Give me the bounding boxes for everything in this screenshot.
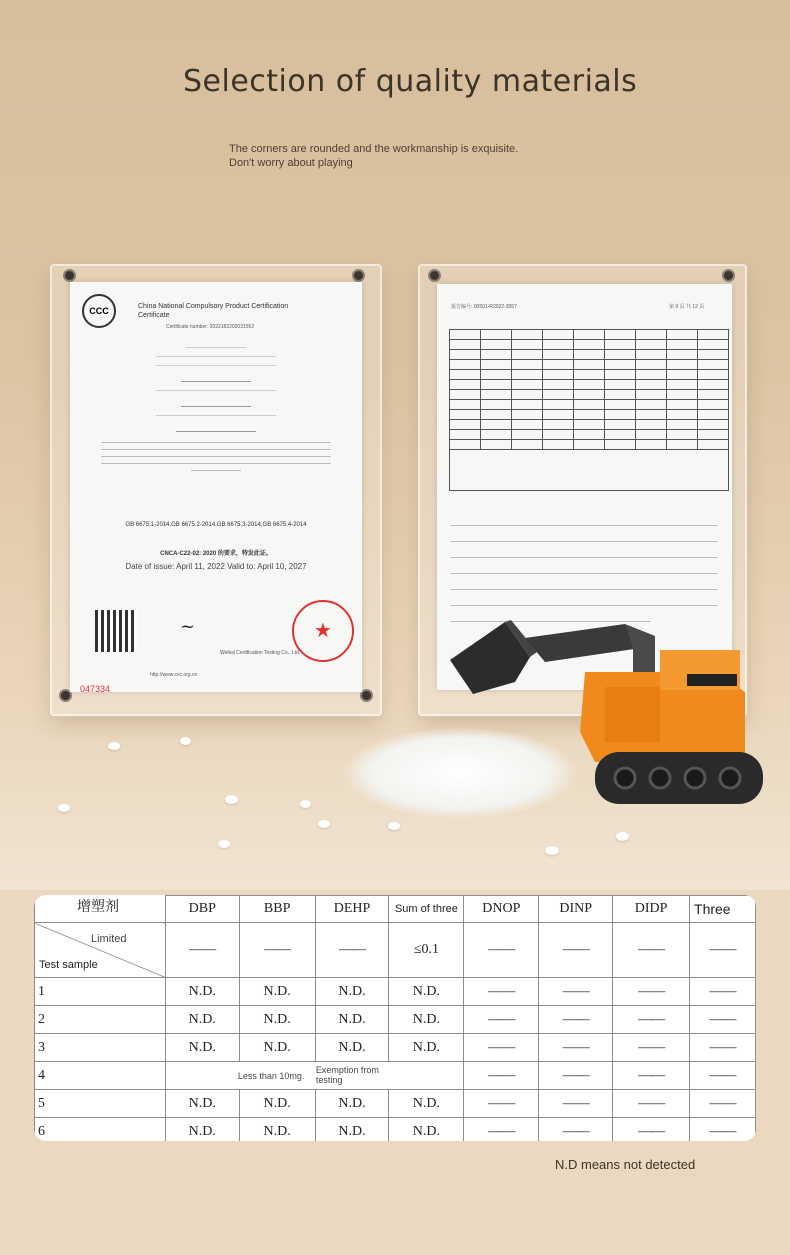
- table-row: [35, 1090, 756, 1118]
- subtitle-line-2: Don't worry about playing: [229, 157, 353, 169]
- table-cell: N.D.: [315, 1034, 389, 1062]
- report-mini-table: [449, 329, 729, 491]
- table-cell: N.D.: [389, 1006, 464, 1034]
- table-cell: N.D.: [389, 1090, 464, 1118]
- report-page: 第 9 页 共 12 页: [669, 304, 705, 310]
- table-cell: ——: [315, 923, 389, 978]
- table-cell: N.D.: [165, 1090, 239, 1118]
- page-title: Selection of quality materials: [183, 64, 638, 99]
- table-cell: N.D.: [315, 1090, 389, 1118]
- exemption-note-cell: [165, 1062, 464, 1090]
- table-header-cell: BBP: [239, 896, 315, 923]
- table-cell: ——: [239, 923, 315, 978]
- table-cell: N.D.: [165, 978, 239, 1006]
- pellet: [58, 804, 70, 812]
- footnote: N.D means not detected: [555, 1157, 696, 1172]
- table-cell: ——: [690, 1118, 756, 1142]
- frame-pin-icon: [65, 271, 74, 280]
- table-cell: ——: [539, 1090, 613, 1118]
- table-cell: ——: [464, 1090, 539, 1118]
- pellet: [545, 846, 559, 855]
- table-header-cell: DNOP: [464, 896, 539, 923]
- limit-row: [35, 923, 756, 978]
- table-cell: ——: [690, 1062, 756, 1090]
- table-header-cell: DEHP: [315, 896, 389, 923]
- table-cell: ——: [464, 1006, 539, 1034]
- table-row: [35, 1006, 756, 1034]
- table-cell: N.D.: [239, 1034, 315, 1062]
- table-cell: N.D.: [389, 1118, 464, 1142]
- table-cell: ——: [464, 1034, 539, 1062]
- table-cell: ——: [690, 1006, 756, 1034]
- table-cell: N.D.: [315, 1006, 389, 1034]
- table-cell: ——: [539, 978, 613, 1006]
- table-row: [35, 1118, 756, 1142]
- certificate-number: Certificate number: 2022182202031552: [166, 324, 255, 330]
- pellet: [388, 822, 400, 830]
- sample-id: 3: [35, 1034, 166, 1062]
- results-table: [34, 895, 756, 1141]
- excavator-bucket: [450, 620, 537, 694]
- page-subtitle: [229, 142, 518, 170]
- sample-id: 1: [35, 978, 166, 1006]
- sample-id: 5: [35, 1090, 166, 1118]
- table-cell: N.D.: [239, 978, 315, 1006]
- subtitle-line-1: The corners are rounded and the workmanship is exquisite.: [229, 143, 519, 155]
- table-cell: ——: [464, 1062, 539, 1090]
- toy-excavator: [445, 612, 765, 832]
- table-cell: ——: [539, 923, 613, 978]
- pellet: [318, 820, 330, 828]
- table-cell: N.D.: [315, 1118, 389, 1142]
- table-cell: ——: [464, 923, 539, 978]
- frame-pin-icon: [354, 271, 363, 280]
- table-cell: ≤0.1: [389, 923, 464, 978]
- table-cell: ——: [464, 1118, 539, 1142]
- table-cell: N.D.: [239, 1006, 315, 1034]
- ccc-logo-icon: CCC: [82, 294, 116, 328]
- table-cell: ——: [165, 923, 239, 978]
- table-cell: ——: [690, 1090, 756, 1118]
- sample-id: 6: [35, 1118, 166, 1142]
- pellet: [300, 800, 311, 808]
- table-cell: N.D.: [165, 1006, 239, 1034]
- table-cell: ——: [613, 1118, 690, 1142]
- table-cell: N.D.: [315, 978, 389, 1006]
- pellet: [108, 742, 120, 750]
- certificate-heading: China National Compulsory Product Certification Certificate: [138, 303, 289, 319]
- table-cell: ——: [613, 1090, 690, 1118]
- table-cell: N.D.: [389, 978, 464, 1006]
- pellet: [218, 840, 230, 848]
- certificate-issue-date: Date of issue: April 11, 2022 Valid to: April 10, 2027: [125, 562, 307, 571]
- report-number: 报告编号: 00501-R2022-3557: [451, 304, 517, 310]
- table-cell: ——: [539, 1118, 613, 1142]
- frame-pin-icon: [362, 691, 371, 700]
- table-cell: ——: [539, 1006, 613, 1034]
- pellet: [225, 795, 238, 804]
- table-cell: N.D.: [239, 1090, 315, 1118]
- frame-pin-icon: [724, 271, 733, 280]
- table-header-row: [35, 896, 756, 923]
- sample-id: 2: [35, 1006, 166, 1034]
- table-row: [35, 1034, 756, 1062]
- table-cell: ——: [690, 923, 756, 978]
- limited-label: Limited: [91, 933, 127, 945]
- plasticizer-test-table: [34, 895, 756, 1141]
- red-seal-icon: ★: [292, 600, 354, 662]
- table-cell: ——: [539, 1062, 613, 1090]
- table-header-cell: Sum of three: [389, 896, 464, 923]
- table-cell: ——: [690, 1034, 756, 1062]
- report-notes: [451, 520, 717, 622]
- table-cell: ——: [613, 1006, 690, 1034]
- table-row: [35, 1062, 756, 1090]
- table-cell: N.D.: [165, 1118, 239, 1142]
- pellet: [180, 737, 191, 745]
- table-cell: ——: [613, 1062, 690, 1090]
- pellet: [616, 832, 629, 841]
- certificate-standard: GB 6675.1-2014,GB 6675.2-2014,GB 6675.3-2014,GB 6675.4-2014: [125, 522, 307, 528]
- table-cell: ——: [613, 1034, 690, 1062]
- signature: ~: [180, 616, 196, 637]
- certificate-website: http://www.cvc.org.cn: [150, 672, 198, 678]
- table-cell: N.D.: [165, 1034, 239, 1062]
- table-cell: ——: [613, 923, 690, 978]
- certificate-body-text: [100, 342, 332, 481]
- certificate-serial: 047334: [80, 684, 111, 692]
- exemption-note-2: Exemption from testing: [315, 1065, 379, 1085]
- table-header-cell: DINP: [539, 896, 613, 923]
- table-cell: N.D.: [389, 1034, 464, 1062]
- exemption-note-1: Less than 10mg.: [237, 1071, 305, 1081]
- excavator-body: [580, 650, 745, 762]
- table-cell: N.D.: [239, 1118, 315, 1142]
- frame-pin-icon: [430, 271, 439, 280]
- table-cell: ——: [613, 978, 690, 1006]
- table-row: [35, 978, 756, 1006]
- test-sample-label: Test sample: [39, 959, 98, 971]
- sample-id: 4: [35, 1062, 166, 1090]
- table-header-cell: Three: [690, 896, 756, 923]
- table-header-cell: 增塑剂: [35, 896, 166, 923]
- excavator-tracks: [595, 752, 763, 804]
- qr-code-icon: [95, 610, 137, 652]
- table-cell: ——: [690, 978, 756, 1006]
- diagonal-header-cell: [35, 923, 166, 978]
- certificate-rule: CNCA-C22-02: 2020 的要求，特发此证。: [160, 551, 272, 557]
- frame-pin-icon: [61, 691, 70, 700]
- certificate-issuer: Weikai Certification Testing Co., Ltd.: [220, 650, 301, 656]
- table-cell: ——: [539, 1034, 613, 1062]
- table-cell: ——: [464, 978, 539, 1006]
- table-header-cell: DBP: [165, 896, 239, 923]
- table-header-cell: DIDP: [613, 896, 690, 923]
- certificate-document: [70, 282, 362, 692]
